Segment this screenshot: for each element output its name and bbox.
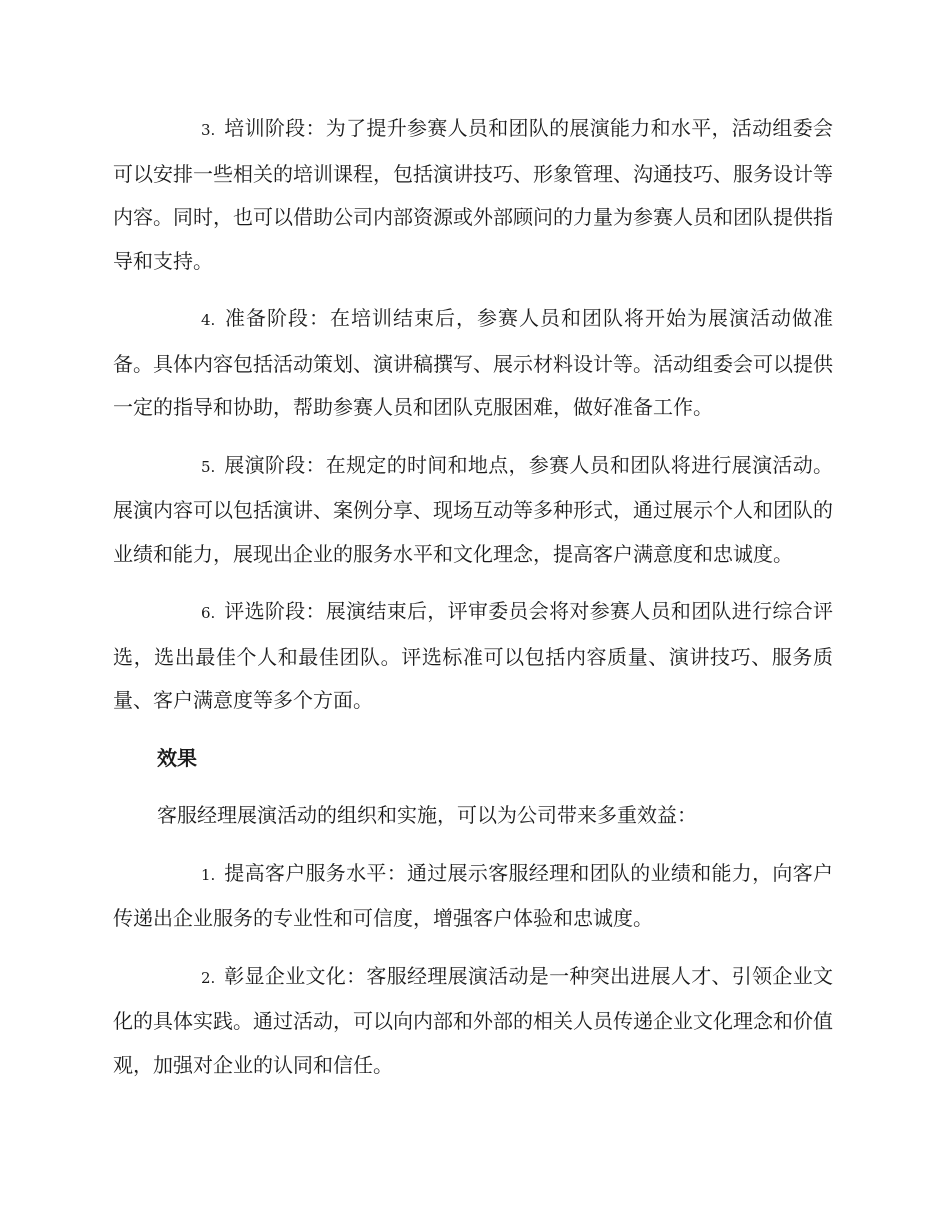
paragraph-text: 展演阶段：在规定的时间和地点，参赛人员和团队将进行展演活动。展演内容可以包括演讲、案例分享、现场互动等多种形式，通过展示个人和团队的业绩和能力，展现出企业的服务水平和文化理念，提高客户满意度和忠诚度。	[113, 452, 833, 566]
list-number: 6.	[201, 604, 216, 622]
stage-5-paragraph	[113, 444, 833, 577]
paragraph-text: 准备阶段：在培训结束后，参赛人员和团队将开始为展演活动做准备。具体内容包括活动策划、演讲稿撰写、展示材料设计等。活动组委会可以提供一定的指导和协助，帮助参赛人员和团队克服困难，做好准备工作。	[113, 306, 833, 419]
paragraph-text: 评选阶段：展演结束后，评审委员会将对参赛人员和团队进行综合评选，选出最佳个人和最佳团队。评选标准可以包括内容质量、演讲技巧、服务质量、客户满意度等多个方面。	[113, 599, 833, 712]
stage-3-paragraph	[113, 107, 833, 283]
effect-2-paragraph	[113, 955, 833, 1088]
effects-heading: 效果	[157, 745, 197, 770]
stage-4-paragraph	[113, 297, 833, 430]
list-number: 4.	[201, 311, 216, 329]
stage-6-paragraph	[113, 590, 833, 723]
list-number: 3.	[201, 121, 216, 139]
paragraph-text: 培训阶段：为了提升参赛人员和团队的展演能力和水平，活动组委会可以安排一些相关的培训课程，包括演讲技巧、形象管理、沟通技巧、服务设计等内容。同时，也可以借助公司内部资源或外部顾问的力量为参赛人员和团队提供指导和支持。	[113, 116, 833, 273]
effects-intro: 客服经理展演活动的组织和实施，可以为公司带来多重效益：	[157, 803, 697, 827]
effect-1-paragraph	[113, 852, 833, 941]
document-page	[113, 107, 833, 1101]
paragraph-text: 彰显企业文化：客服经理展演活动是一种突出进展人才、引领企业文化的具体实践。通过活动，可以向内部和外部的相关人员传递企业文化理念和价值观，加强对企业的认同和信任。	[113, 963, 833, 1077]
list-number: 5.	[201, 457, 216, 476]
list-number: 2.	[201, 968, 216, 987]
list-number: 1.	[201, 865, 216, 884]
paragraph-text: 提高客户服务水平：通过展示客服经理和团队的业绩和能力，向客户传递出企业服务的专业性和可信度，增强客户体验和忠诚度。	[113, 860, 833, 930]
